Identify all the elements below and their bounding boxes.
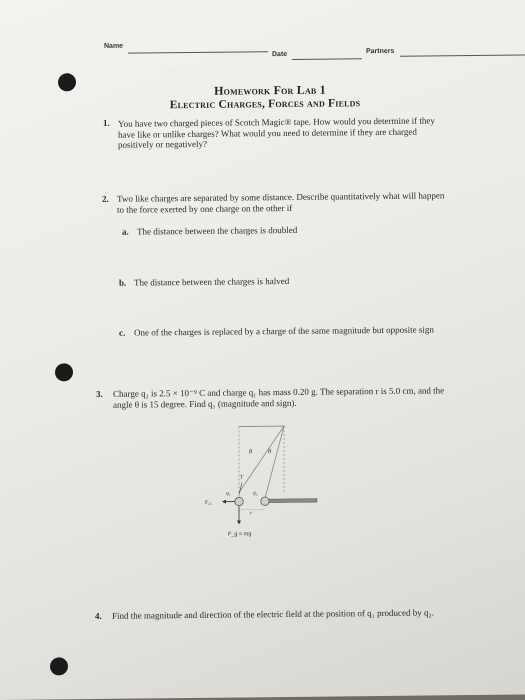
name-label: Name (104, 42, 124, 50)
partners-line (400, 55, 525, 57)
charge-q2 (261, 497, 269, 505)
charge-q1 (235, 497, 243, 505)
binder-hole-middle (55, 363, 73, 381)
part-text: One of the charges is replaced by a charge of the same magnitude but opposite sign (134, 324, 434, 338)
part-label: a. (122, 226, 129, 237)
gravity-arrowhead (237, 520, 241, 524)
question-number: 1. (103, 117, 110, 128)
theta-left-label: θ (249, 448, 253, 456)
rod (269, 499, 317, 503)
page-subtitle: Electric Charges, Forces and Fields (169, 97, 361, 112)
question-text: Two like charges are separated by some distance. Describe quantitatively what will happen to the force exerted by one charge on the other if (117, 190, 445, 215)
binder-hole-bottom (50, 657, 68, 675)
part-label: c. (119, 327, 126, 338)
tension-label: T (240, 474, 244, 481)
q1-label: q₁ (226, 490, 231, 497)
gravity-label: F_g = mg (228, 531, 252, 538)
date-line (292, 58, 362, 60)
bleed-through: · · · (165, 66, 175, 76)
partners-label: Partners (366, 47, 395, 56)
date-label: Date (272, 50, 288, 59)
thread-left (239, 426, 284, 492)
question-text: Charge q₂ is 2.5 × 10⁻⁹ C and charge q₁ has mass 0.20 g. The separation r is 5.0 cm, and the angle θ is 15 degree. Find q₁ (magnitude and sign). (113, 385, 445, 410)
force21-label: F₂₁ (205, 499, 212, 506)
force21-arrowhead (222, 500, 226, 504)
hanging-charges-diagram (195, 422, 325, 548)
name-line (128, 51, 268, 53)
thread-right (265, 426, 284, 498)
question-number: 4. (95, 610, 102, 622)
question-text: Find the magnitude and direction of the electric field at the position of q₁ produced by q₂. (112, 607, 434, 621)
separation-label: r (250, 510, 253, 517)
part-text: The distance between the charges is doubled (137, 224, 298, 237)
page-title: Homework For Lab 1 (214, 82, 326, 98)
question-number: 3. (96, 388, 103, 399)
question-number: 2. (102, 193, 109, 204)
binder-hole-top (58, 73, 76, 91)
part-text: The distance between the charges is halved (134, 275, 290, 288)
theta-right-label: θ (268, 448, 272, 456)
part-label: b. (119, 277, 127, 288)
q2-label: q₂ (253, 490, 258, 497)
question-text: You have two charged pieces of Scotch Magic® tape. How would you determine if they have like or unlike charges? What would you need to determine if they are charged positively or negatively? (118, 115, 435, 150)
